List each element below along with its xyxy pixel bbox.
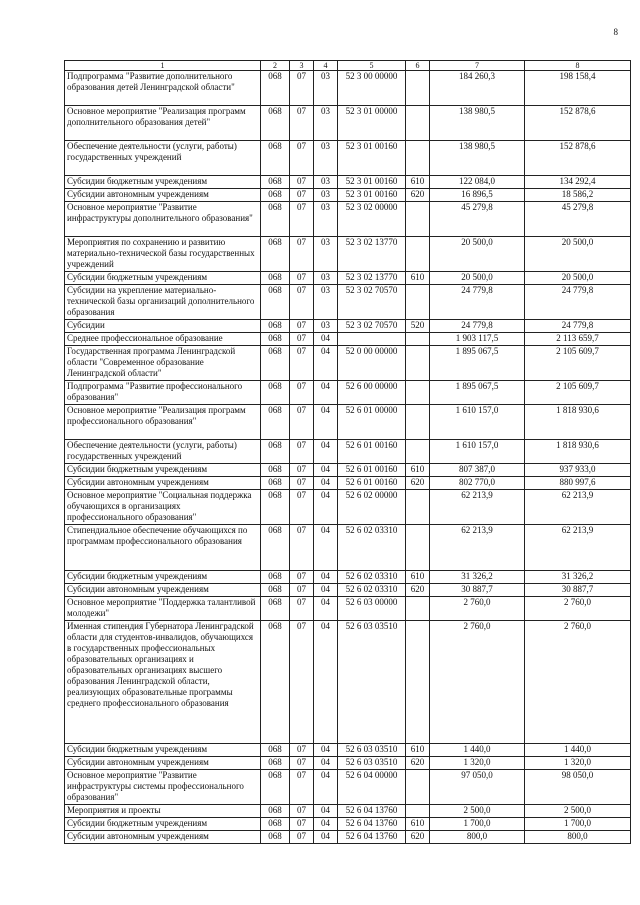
row-name-cell: Субсидии: [65, 320, 261, 333]
target-article-cell: 52 6 03 00000: [338, 597, 406, 621]
gp-code-cell: 068: [261, 405, 290, 440]
gp-code-cell: 068: [261, 805, 290, 818]
subsection-code-cell: 04: [314, 805, 338, 818]
amount-year1-cell: 2 500,0: [430, 805, 525, 818]
expense-type-cell: 620: [406, 189, 430, 202]
table-row: [65, 285, 631, 320]
section-code-cell: 07: [290, 440, 314, 464]
table-row: [65, 525, 631, 571]
section-code-cell: 07: [290, 141, 314, 176]
section-code-cell: 07: [290, 757, 314, 770]
amount-year1-cell: 1 440,0: [430, 744, 525, 757]
expense-type-cell: [406, 405, 430, 440]
table-row: [65, 320, 631, 333]
section-code-cell: 07: [290, 477, 314, 490]
header-cell: 4: [314, 61, 338, 71]
amount-year1-cell: 97 050,0: [430, 770, 525, 805]
section-code-cell: 07: [290, 597, 314, 621]
target-article-cell: 52 3 02 70570: [338, 285, 406, 320]
amount-year2-cell: 800,0: [525, 831, 631, 844]
expense-type-cell: [406, 490, 430, 525]
section-code-cell: 07: [290, 744, 314, 757]
amount-year1-cell: 122 084,0: [430, 176, 525, 189]
section-code-cell: 07: [290, 285, 314, 320]
gp-code-cell: 068: [261, 272, 290, 285]
table-row: [65, 440, 631, 464]
subsection-code-cell: 03: [314, 106, 338, 141]
subsection-code-cell: 03: [314, 176, 338, 189]
subsection-code-cell: 04: [314, 490, 338, 525]
amount-year1-cell: 24 779,8: [430, 320, 525, 333]
gp-code-cell: 068: [261, 757, 290, 770]
table-row: [65, 106, 631, 141]
expense-type-cell: 610: [406, 818, 430, 831]
amount-year1-cell: 2 760,0: [430, 597, 525, 621]
subsection-code-cell: 04: [314, 381, 338, 405]
section-code-cell: 07: [290, 584, 314, 597]
target-article-cell: 52 3 01 00160: [338, 176, 406, 189]
amount-year1-cell: 1 903 117,5: [430, 333, 525, 346]
gp-code-cell: 068: [261, 477, 290, 490]
amount-year2-cell: 1 818 930,6: [525, 405, 631, 440]
section-code-cell: 07: [290, 272, 314, 285]
header-cell: 2: [261, 61, 290, 71]
table-row: [65, 381, 631, 405]
expense-type-cell: [406, 106, 430, 141]
target-article-cell: 52 6 02 03310: [338, 525, 406, 571]
target-article-cell: 52 6 02 03310: [338, 571, 406, 584]
amount-year2-cell: 2 105 609,7: [525, 346, 631, 381]
amount-year2-cell: 1 440,0: [525, 744, 631, 757]
subsection-code-cell: 04: [314, 621, 338, 744]
expense-type-cell: [406, 346, 430, 381]
row-name-cell: Государственная программа Ленинградской области "Современное образование Ленинградской области": [65, 346, 261, 381]
table-row: [65, 757, 631, 770]
gp-code-cell: 068: [261, 237, 290, 272]
expense-type-cell: [406, 285, 430, 320]
table-row: [65, 805, 631, 818]
amount-year2-cell: 937 933,0: [525, 464, 631, 477]
amount-year2-cell: 198 158,4: [525, 71, 631, 106]
section-code-cell: 07: [290, 346, 314, 381]
amount-year2-cell: 62 213,9: [525, 490, 631, 525]
expense-type-cell: [406, 621, 430, 744]
amount-year2-cell: 2 105 609,7: [525, 381, 631, 405]
amount-year1-cell: 1 895 067,5: [430, 381, 525, 405]
expense-type-cell: 520: [406, 320, 430, 333]
page-number: 8: [613, 27, 618, 37]
amount-year2-cell: 2 760,0: [525, 597, 631, 621]
amount-year1-cell: 1 610 157,0: [430, 440, 525, 464]
subsection-code-cell: 04: [314, 597, 338, 621]
target-article-cell: 52 0 00 00000: [338, 346, 406, 381]
table-row: [65, 272, 631, 285]
amount-year2-cell: 2 113 659,7: [525, 333, 631, 346]
table-row: [65, 141, 631, 176]
amount-year1-cell: 20 500,0: [430, 237, 525, 272]
row-name-cell: Субсидии бюджетным учреждениям: [65, 464, 261, 477]
target-article-cell: 52 3 02 13770: [338, 272, 406, 285]
header-cell: 7: [430, 61, 525, 71]
row-name-cell: Субсидии автономным учреждениям: [65, 757, 261, 770]
target-article-cell: 52 3 01 00160: [338, 189, 406, 202]
amount-year2-cell: 1 818 930,6: [525, 440, 631, 464]
header-cell: 3: [290, 61, 314, 71]
target-article-cell: 52 6 03 03510: [338, 744, 406, 757]
subsection-code-cell: 04: [314, 744, 338, 757]
row-name-cell: Основное мероприятие "Поддержка талантливой молодежи": [65, 597, 261, 621]
section-code-cell: 07: [290, 405, 314, 440]
expense-type-cell: [406, 237, 430, 272]
amount-year1-cell: 2 760,0: [430, 621, 525, 744]
section-code-cell: 07: [290, 189, 314, 202]
amount-year2-cell: 62 213,9: [525, 525, 631, 571]
section-code-cell: 07: [290, 571, 314, 584]
target-article-cell: 52 6 00 00000: [338, 381, 406, 405]
budget-table: [64, 60, 631, 844]
table-row: [65, 405, 631, 440]
gp-code-cell: 068: [261, 176, 290, 189]
row-name-cell: Субсидии автономным учреждениям: [65, 189, 261, 202]
table-row: [65, 237, 631, 272]
row-name-cell: Основное мероприятие "Социальная поддержка обучающихся в организациях профессионального образования": [65, 490, 261, 525]
subsection-code-cell: 03: [314, 189, 338, 202]
section-code-cell: 07: [290, 320, 314, 333]
subsection-code-cell: 03: [314, 272, 338, 285]
gp-code-cell: 068: [261, 189, 290, 202]
expense-type-cell: 610: [406, 744, 430, 757]
gp-code-cell: 068: [261, 744, 290, 757]
row-name-cell: Мероприятия и проекты: [65, 805, 261, 818]
target-article-cell: 52 6 01 00000: [338, 405, 406, 440]
header-cell: 1: [65, 61, 261, 71]
section-code-cell: 07: [290, 237, 314, 272]
gp-code-cell: 068: [261, 333, 290, 346]
subsection-code-cell: 03: [314, 71, 338, 106]
table-row: [65, 189, 631, 202]
target-article-cell: 52 6 02 00000: [338, 490, 406, 525]
header-cell: 6: [406, 61, 430, 71]
subsection-code-cell: 04: [314, 477, 338, 490]
expense-type-cell: 620: [406, 477, 430, 490]
section-code-cell: 07: [290, 71, 314, 106]
subsection-code-cell: 04: [314, 770, 338, 805]
table-row: [65, 346, 631, 381]
expense-type-cell: 620: [406, 757, 430, 770]
table-row: [65, 744, 631, 757]
subsection-code-cell: 04: [314, 405, 338, 440]
expense-type-cell: 620: [406, 831, 430, 844]
section-code-cell: 07: [290, 464, 314, 477]
gp-code-cell: 068: [261, 202, 290, 237]
amount-year2-cell: 152 878,6: [525, 141, 631, 176]
target-article-cell: 52 6 01 00160: [338, 477, 406, 490]
row-name-cell: Подпрограмма "Развитие дополнительного образования детей Ленинградской области": [65, 71, 261, 106]
table-row: [65, 584, 631, 597]
amount-year1-cell: 24 779,8: [430, 285, 525, 320]
row-name-cell: Субсидии автономным учреждениям: [65, 831, 261, 844]
header-row: [65, 61, 631, 71]
row-name-cell: Основное мероприятие "Реализация программ профессионального образования": [65, 405, 261, 440]
gp-code-cell: 068: [261, 106, 290, 141]
target-article-cell: 52 6 01 00160: [338, 440, 406, 464]
amount-year2-cell: 2 760,0: [525, 621, 631, 744]
gp-code-cell: 068: [261, 831, 290, 844]
target-article-cell: 52 6 04 13760: [338, 831, 406, 844]
amount-year2-cell: 1 320,0: [525, 757, 631, 770]
row-name-cell: Основное мероприятие "Развитие инфраструктуры дополнительного образования": [65, 202, 261, 237]
target-article-cell: 52 3 02 13770: [338, 237, 406, 272]
subsection-code-cell: 03: [314, 202, 338, 237]
amount-year1-cell: 16 896,5: [430, 189, 525, 202]
gp-code-cell: 068: [261, 464, 290, 477]
row-name-cell: Мероприятия по сохранению и развитию материально-технической базы государственных учреждений: [65, 237, 261, 272]
amount-year2-cell: 2 500,0: [525, 805, 631, 818]
section-code-cell: 07: [290, 831, 314, 844]
subsection-code-cell: 04: [314, 346, 338, 381]
row-name-cell: Подпрограмма "Развитие профессионального образования": [65, 381, 261, 405]
subsection-code-cell: 04: [314, 584, 338, 597]
expense-type-cell: [406, 597, 430, 621]
amount-year1-cell: 62 213,9: [430, 490, 525, 525]
amount-year1-cell: 62 213,9: [430, 525, 525, 571]
gp-code-cell: 068: [261, 71, 290, 106]
amount-year2-cell: 30 887,7: [525, 584, 631, 597]
amount-year2-cell: 45 279,8: [525, 202, 631, 237]
subsection-code-cell: 03: [314, 320, 338, 333]
target-article-cell: 52 6 01 00160: [338, 464, 406, 477]
gp-code-cell: 068: [261, 346, 290, 381]
amount-year2-cell: 152 878,6: [525, 106, 631, 141]
expense-type-cell: [406, 805, 430, 818]
header-cell: 8: [525, 61, 631, 71]
expense-type-cell: [406, 71, 430, 106]
amount-year1-cell: 807 387,0: [430, 464, 525, 477]
table-row: [65, 176, 631, 189]
section-code-cell: 07: [290, 805, 314, 818]
amount-year2-cell: 880 997,6: [525, 477, 631, 490]
section-code-cell: 07: [290, 333, 314, 346]
amount-year2-cell: 31 326,2: [525, 571, 631, 584]
amount-year1-cell: 20 500,0: [430, 272, 525, 285]
expense-type-cell: 610: [406, 464, 430, 477]
row-name-cell: Стипендиальное обеспечение обучающихся по программам профессионального образования: [65, 525, 261, 571]
target-article-cell: 52 6 04 13760: [338, 818, 406, 831]
table-row: [65, 571, 631, 584]
amount-year1-cell: 802 770,0: [430, 477, 525, 490]
target-article-cell: 52 3 01 00160: [338, 141, 406, 176]
amount-year2-cell: 20 500,0: [525, 272, 631, 285]
amount-year2-cell: 20 500,0: [525, 237, 631, 272]
amount-year1-cell: 1 610 157,0: [430, 405, 525, 440]
amount-year2-cell: 18 586,2: [525, 189, 631, 202]
gp-code-cell: 068: [261, 285, 290, 320]
row-name-cell: Субсидии автономным учреждениям: [65, 584, 261, 597]
expense-type-cell: 610: [406, 272, 430, 285]
row-name-cell: Основное мероприятие "Развитие инфраструктуры системы профессионального образования": [65, 770, 261, 805]
row-name-cell: Обеспечение деятельности (услуги, работы) государственных учреждений: [65, 440, 261, 464]
section-code-cell: 07: [290, 490, 314, 525]
gp-code-cell: 068: [261, 571, 290, 584]
row-name-cell: Субсидии автономным учреждениям: [65, 477, 261, 490]
section-code-cell: 07: [290, 621, 314, 744]
subsection-code-cell: 03: [314, 285, 338, 320]
amount-year1-cell: 1 895 067,5: [430, 346, 525, 381]
section-code-cell: 07: [290, 202, 314, 237]
gp-code-cell: 068: [261, 597, 290, 621]
row-name-cell: Субсидии бюджетным учреждениям: [65, 818, 261, 831]
table-row: [65, 464, 631, 477]
target-article-cell: 52 6 03 03510: [338, 757, 406, 770]
gp-code-cell: 068: [261, 440, 290, 464]
amount-year2-cell: 1 700,0: [525, 818, 631, 831]
target-article-cell: 52 3 01 00000: [338, 106, 406, 141]
expense-type-cell: [406, 381, 430, 405]
row-name-cell: Именная стипендия Губернатора Ленинградской области для студентов-инвалидов, обучающихся в государственных профессиональных образовательных организациях и образовательных организациях высшего образования Ленинградской области, реализующих образовательные программы среднего профессионального образования: [65, 621, 261, 744]
expense-type-cell: [406, 141, 430, 176]
section-code-cell: 07: [290, 106, 314, 141]
subsection-code-cell: 04: [314, 818, 338, 831]
table-row: [65, 818, 631, 831]
subsection-code-cell: 04: [314, 571, 338, 584]
table-row: [65, 831, 631, 844]
table-body: [65, 71, 631, 844]
amount-year1-cell: 30 887,7: [430, 584, 525, 597]
amount-year1-cell: 184 260,3: [430, 71, 525, 106]
target-article-cell: 52 3 02 00000: [338, 202, 406, 237]
amount-year1-cell: 45 279,8: [430, 202, 525, 237]
amount-year2-cell: 134 292,4: [525, 176, 631, 189]
target-article-cell: 52 6 03 03510: [338, 621, 406, 744]
section-code-cell: 07: [290, 176, 314, 189]
row-name-cell: Субсидии бюджетным учреждениям: [65, 176, 261, 189]
expense-type-cell: 610: [406, 176, 430, 189]
expense-type-cell: [406, 333, 430, 346]
row-name-cell: Среднее профессиональное образование: [65, 333, 261, 346]
gp-code-cell: 068: [261, 381, 290, 405]
gp-code-cell: 068: [261, 320, 290, 333]
gp-code-cell: 068: [261, 818, 290, 831]
subsection-code-cell: 04: [314, 464, 338, 477]
subsection-code-cell: 04: [314, 831, 338, 844]
amount-year1-cell: 31 326,2: [430, 571, 525, 584]
subsection-code-cell: 03: [314, 237, 338, 272]
gp-code-cell: 068: [261, 141, 290, 176]
table-row: [65, 490, 631, 525]
table-row: [65, 770, 631, 805]
row-name-cell: Основное мероприятие "Реализация программ дополнительного образования детей": [65, 106, 261, 141]
header-cell: 5: [338, 61, 406, 71]
amount-year1-cell: 800,0: [430, 831, 525, 844]
amount-year2-cell: 24 779,8: [525, 285, 631, 320]
table-row: [65, 71, 631, 106]
subsection-code-cell: 04: [314, 440, 338, 464]
target-article-cell: 52 6 04 00000: [338, 770, 406, 805]
amount-year1-cell: 138 980,5: [430, 141, 525, 176]
table-row: [65, 597, 631, 621]
table-row: [65, 477, 631, 490]
subsection-code-cell: 04: [314, 757, 338, 770]
expense-type-cell: 620: [406, 584, 430, 597]
row-name-cell: Субсидии бюджетным учреждениям: [65, 272, 261, 285]
amount-year1-cell: 138 980,5: [430, 106, 525, 141]
target-article-cell: 52 6 04 13760: [338, 805, 406, 818]
target-article-cell: [338, 333, 406, 346]
expense-type-cell: [406, 525, 430, 571]
target-article-cell: 52 3 00 00000: [338, 71, 406, 106]
table-row: [65, 333, 631, 346]
table-row: [65, 621, 631, 744]
subsection-code-cell: 03: [314, 141, 338, 176]
section-code-cell: 07: [290, 818, 314, 831]
target-article-cell: 52 6 02 03310: [338, 584, 406, 597]
gp-code-cell: 068: [261, 525, 290, 571]
expense-type-cell: [406, 440, 430, 464]
expense-type-cell: 610: [406, 571, 430, 584]
gp-code-cell: 068: [261, 584, 290, 597]
subsection-code-cell: 04: [314, 333, 338, 346]
amount-year2-cell: 98 050,0: [525, 770, 631, 805]
expense-type-cell: [406, 202, 430, 237]
gp-code-cell: 068: [261, 621, 290, 744]
expense-type-cell: [406, 770, 430, 805]
target-article-cell: 52 3 02 70570: [338, 320, 406, 333]
subsection-code-cell: 04: [314, 525, 338, 571]
row-name-cell: Субсидии бюджетным учреждениям: [65, 571, 261, 584]
row-name-cell: Субсидии бюджетным учреждениям: [65, 744, 261, 757]
amount-year1-cell: 1 700,0: [430, 818, 525, 831]
section-code-cell: 07: [290, 770, 314, 805]
gp-code-cell: 068: [261, 490, 290, 525]
row-name-cell: Обеспечение деятельности (услуги, работы) государственных учреждений: [65, 141, 261, 176]
gp-code-cell: 068: [261, 770, 290, 805]
amount-year1-cell: 1 320,0: [430, 757, 525, 770]
amount-year2-cell: 24 779,8: [525, 320, 631, 333]
row-name-cell: Субсидии на укрепление материально-технической базы организаций дополнительного образования: [65, 285, 261, 320]
section-code-cell: 07: [290, 381, 314, 405]
table-row: [65, 202, 631, 237]
section-code-cell: 07: [290, 525, 314, 571]
